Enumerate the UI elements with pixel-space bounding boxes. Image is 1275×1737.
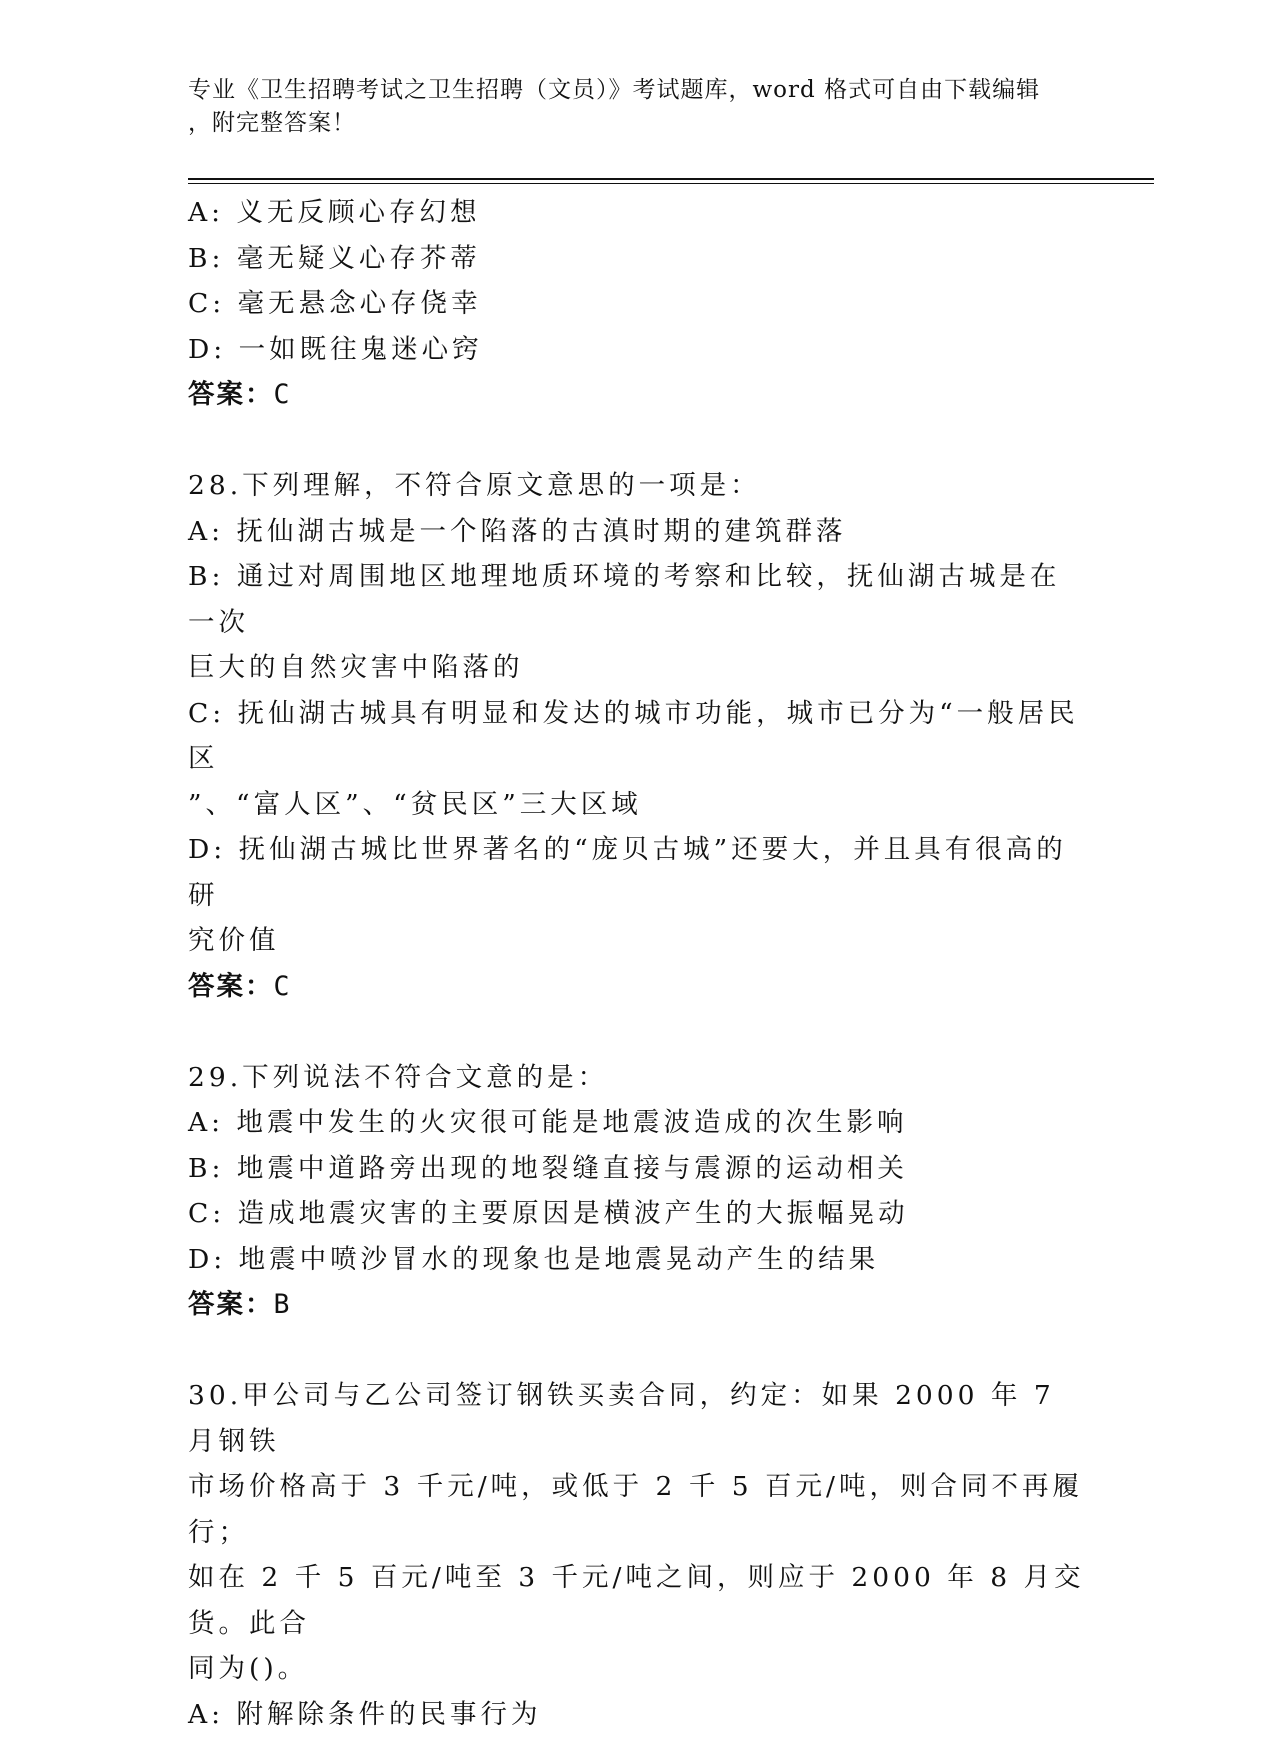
question-stem: 29.下列说法不符合文意的是： (188, 1055, 1088, 1101)
option-a: A: 附解除条件的民事行为 (188, 1692, 1088, 1737)
option-c: C: 毫无悬念心存侥幸 (188, 281, 1088, 327)
answer-value: C (274, 971, 294, 1002)
option-c: C: 造成地震灾害的主要原因是横波产生的大振幅晃动 (188, 1191, 1088, 1237)
question-28 (188, 463, 1088, 1009)
answer-line (188, 964, 1088, 1010)
option-d-line-1: D: 抚仙湖古城比世界著名的“庞贝古城”还要大，并且具有很高的研 (188, 827, 1088, 918)
option-b-line-1: B: 通过对周围地区地理地质环境的考察和比较，抚仙湖古城是在一次 (188, 554, 1088, 645)
spacer (188, 1009, 1088, 1055)
question-30 (188, 1373, 1088, 1737)
answer-line (188, 1282, 1088, 1328)
question-stem-line-4: 同为()。 (188, 1646, 1088, 1692)
answer-label: 答案： (188, 379, 274, 410)
option-c-line-1: C: 抚仙湖古城具有明显和发达的城市功能，城市已分为“一般居民区 (188, 691, 1088, 782)
spacer (188, 418, 1088, 464)
option-c-line-2: ”、“富人区”、“贫民区”三大区域 (188, 782, 1088, 828)
header-line-2: ，附完整答案！ (188, 107, 1068, 140)
question-29 (188, 1055, 1088, 1328)
option-a: A: 地震中发生的火灾很可能是地震波造成的次生影响 (188, 1100, 1088, 1146)
answer-value: B (274, 1289, 294, 1320)
spacer (188, 1328, 1088, 1374)
header-line-1: 专业《卫生招聘考试之卫生招聘（文员）》考试题库，word 格式可自由下载编辑 (188, 74, 1068, 107)
header-divider-thick (188, 178, 1154, 180)
option-b: B: 地震中道路旁出现的地裂缝直接与震源的运动相关 (188, 1146, 1088, 1192)
answer-label: 答案： (188, 1289, 274, 1320)
option-a: A: 义无反顾心存幻想 (188, 190, 1088, 236)
option-b-line-2: 巨大的自然灾害中陷落的 (188, 645, 1088, 691)
answer-value: C (274, 379, 294, 410)
question-stem-line-2: 市场价格高于 3 千元/吨，或低于 2 千 5 百元/吨，则合同不再履行； (188, 1464, 1088, 1555)
question-27 (188, 190, 1088, 418)
question-stem: 28.下列理解，不符合原文意思的一项是： (188, 463, 1088, 509)
header-divider-thin (188, 183, 1154, 184)
answer-label: 答案： (188, 971, 274, 1002)
answer-line (188, 372, 1088, 418)
question-list (188, 190, 1088, 1737)
option-a: A: 抚仙湖古城是一个陷落的古滇时期的建筑群落 (188, 509, 1088, 555)
question-stem-line-3: 如在 2 千 5 百元/吨至 3 千元/吨之间，则应于 2000 年 8 月交货。此合 (188, 1555, 1088, 1646)
option-d-line-2: 究价值 (188, 918, 1088, 964)
option-d: D: 地震中喷沙冒水的现象也是地震晃动产生的结果 (188, 1237, 1088, 1283)
option-d: D: 一如既往鬼迷心窍 (188, 327, 1088, 373)
question-stem-line-1: 30.甲公司与乙公司签订钢铁买卖合同，约定：如果 2000 年 7 月钢铁 (188, 1373, 1088, 1464)
document-header (188, 74, 1068, 140)
option-b: B: 毫无疑义心存芥蒂 (188, 236, 1088, 282)
